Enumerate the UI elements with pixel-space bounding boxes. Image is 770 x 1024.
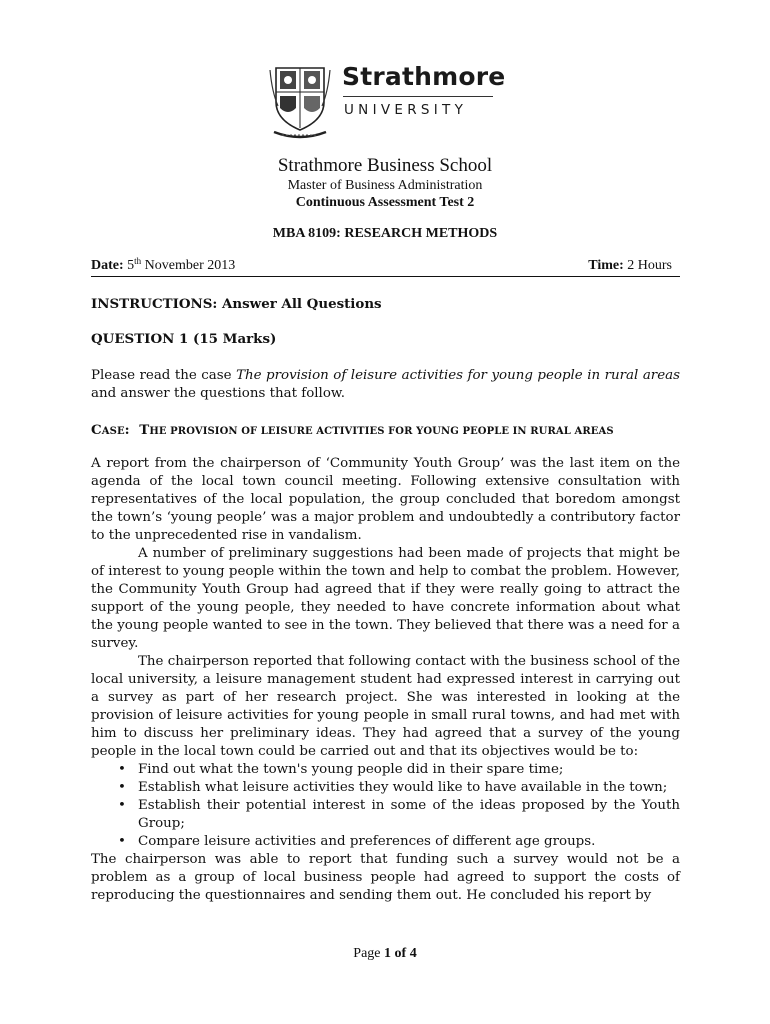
time-value: 2 Hours — [627, 258, 672, 273]
date-rest: November 2013 — [144, 258, 236, 273]
school-name: Strathmore Business School — [277, 155, 493, 176]
list-item: • Find out what the town's young people did in their spare time; — [138, 761, 680, 779]
case-text — [91, 455, 680, 905]
brand-divider — [343, 96, 493, 97]
page-total: 4 — [409, 946, 417, 961]
date-suffix: th — [134, 256, 142, 266]
university-logo — [268, 62, 506, 140]
case-paragraph-1: A report from the chairperson of ‘Community Youth Group’ was the last item on the agenda of the local town council meeting. Following extensive consultation with representatives of the local population, the group concluded that boredom amongst the town’s ‘young people’ was a major problem and undoubtedly a contributory factor to the unprecedented rise in vandalism. — [91, 456, 680, 543]
page-number — [0, 946, 770, 962]
case-title-italic: The provision of leisure activities for young people in rural areas — [236, 368, 680, 383]
date-day: 5 — [127, 258, 135, 273]
case-heading-c2-rest: HE PROVISION OF LEISURE ACTIVITIES FOR YOUNG PEOPLE IN RURAL AREAS — [149, 426, 614, 437]
exam-time — [588, 258, 672, 274]
case-paragraph-4: The chairperson was able to report that funding such a survey would not be a problem as a group of local business people had agreed to support the costs of reproducing the questionnaires and sending them out. He concluded his report by — [91, 852, 680, 903]
case-heading-sep: : — [124, 422, 140, 438]
time-label: Time: — [588, 258, 624, 273]
test-title: Continuous Assessment Test 2 — [295, 195, 475, 210]
page-current: 1 — [384, 946, 392, 961]
list-item: • Establish what leisure activities they would like to have available in the town; — [138, 779, 680, 797]
date-time-line — [91, 258, 680, 277]
case-heading — [91, 421, 680, 441]
intro-before: Please read the case — [91, 368, 237, 383]
question-heading: QUESTION 1 (15 Marks) — [91, 331, 277, 347]
case-heading-c2: T — [139, 422, 150, 438]
brand-name: Strathmore — [342, 62, 506, 91]
brand-subtitle: UNIVERSITY — [344, 102, 468, 118]
objectives-list — [91, 761, 680, 851]
intro-after: and answer the questions that follow. — [91, 386, 346, 401]
exam-date — [91, 258, 235, 274]
instructions: INSTRUCTIONS: Answer All Questions — [91, 296, 382, 312]
question-intro — [91, 367, 680, 403]
date-label: Date: — [91, 258, 124, 273]
list-item: • Compare leisure activities and preferences of different age groups. — [138, 833, 680, 851]
case-heading-c1: C — [91, 422, 102, 438]
program-name: Master of Business Administration — [287, 178, 483, 193]
case-heading-c1-rest: ASE — [101, 426, 125, 437]
course-title: MBA 8109: RESEARCH METHODS — [272, 226, 498, 241]
university-crest-icon — [268, 62, 332, 140]
list-item: • Establish their potential interest in some of the ideas proposed by the Youth Group; — [138, 797, 680, 833]
case-paragraph-2: A number of preliminary suggestions had been made of projects that might be of interest to young people within the town and help to combat the problem. However, the Community Youth Group had agreed that if they were really going to attract the support of the young people, they needed to have concrete information about what the young people wanted to see in the town. They believed that there was a need for a survey. — [91, 546, 680, 651]
page-of: of — [394, 946, 407, 961]
page-word: Page — [353, 946, 381, 961]
case-paragraph-3: The chairperson reported that following contact with the business school of the local university, a leisure management student had expressed interest in carrying out a survey as part of her research project. She was interested in looking at the provision of leisure activities for young people in small rural towns, and had met with him to discuss her preliminary ideas. They had agreed that a survey of the young people in the local town could be carried out and that its objectives would be to: — [91, 654, 680, 759]
